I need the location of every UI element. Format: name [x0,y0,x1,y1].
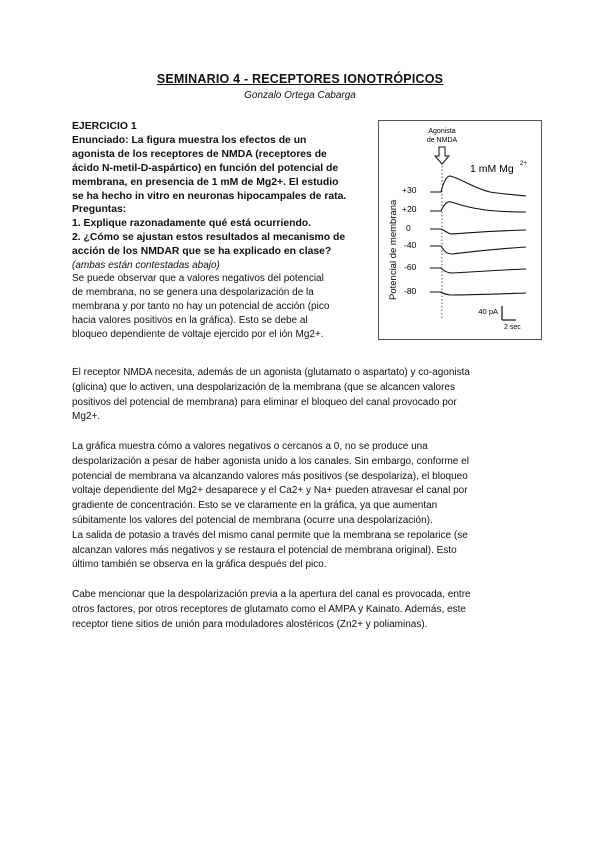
paragraph-line: otros factores, por otros receptores de glutamato como el AMPA y Kainato. Además, este [72,603,466,615]
paragraph-line: Mg2+. [72,411,101,423]
paragraph-line: (glicina) que lo activen, una despolarización de la membrana (que se alcancen valores [72,381,455,393]
paragraph-line: último también se observa en la gráfica después del pico. [72,559,327,571]
answer-line: bloqueo dependiente de voltaje ejercido por el ión Mg2+. [72,329,324,341]
y-axis-label: Potencial de membrana [388,199,399,300]
paragraph-line: potencial de membrana va alcanzando valores más positivos (se despolariza), el bloqueo [72,470,468,482]
answer-line: Se puede observar que a valores negativos del potencial [72,273,324,285]
paragraph-line: receptor tiene sitios de unión para moduladores alostéricos (Zn2+ y poliaminas). [72,618,428,630]
paragraph-1 [72,366,532,425]
paragraph-line: Cabe mencionar que la despolarización previa a la apertura del canal es provocada, entre [72,589,471,600]
agonist-label-line1: Agonista [428,128,456,135]
scale-time-label: 2 sec [504,324,521,331]
paragraph-line: voltaje dependiente del Mg2+ desaparece y el Ca2+ y Na+ pueden atravesar el canal por [72,485,468,497]
mg-label: 1 mM Mg [470,163,514,175]
voltage-label-minus60: -60 [404,262,417,272]
paragraph-line: súbitamente los valores del potencial de membrana (ocurre una despolarización). [72,514,433,526]
nmda-traces-figure [378,120,542,340]
mg-superscript: 2+ [520,161,527,167]
answer-line: membrana y por tanto no hay un potencial de acción (pico [72,301,330,313]
statement-line: ácido N-metil-D-aspártico) en función del potencial de [72,162,339,174]
statement-line: se ha hecho in vitro en neuronas hipocampales de rata. [72,190,347,202]
paragraph-line: despolarización a pesar de haber agonista unido a los canales. Sin embargo, conforme el [72,455,469,467]
voltage-label-plus20: +20 [402,204,417,214]
paragraph-line: La gráfica muestra cómo a valores negativos o cercanos a 0, no se produce una [72,441,428,452]
scale-current-label: 40 pA [478,307,498,316]
statement-line: membrana, en presencia de 1 mM de Mg2+. El estudio [72,176,339,188]
document-author: Gonzalo Ortega Cabarga [244,90,356,101]
nmda-figure [378,120,542,340]
answer-line: hacia valores positivos en la gráfica). Esto se debe al [72,315,308,327]
exercise-answer [72,272,372,342]
paragraph-line: El receptor NMDA necesita, además de un agonista (glutamato o aspartato) y co-agonista [72,367,470,378]
exercise-section [72,120,372,343]
paragraph-line: La salida de potasio a través del mismo canal permite que la membrana se repolarice (se [72,529,468,541]
document-title: SEMINARIO 4 - RECEPTORES IONOTRÓPICOS [156,72,444,86]
paragraph-line: gradiente de concentración. Esto se ve claramente en la gráfica, ya que aumentan [72,500,438,512]
statement-line: acción de los NMDAR que se ha explicado en clase? [72,246,332,258]
paragraph-line: alcanzan valores más negativos y se restaura el potencial de membrana original). Esto [72,544,457,556]
paragraph-line: positivos del potencial de membrana) para eliminar el bloqueo del canal provocado por [72,396,457,408]
exercise-note: (ambas están contestadas abajo) [72,260,220,272]
voltage-label-zero: 0 [406,223,411,233]
paragraph-3 [72,588,532,632]
voltage-label-minus40: -40 [404,240,417,250]
statement-line: 2. ¿Cómo se ajustan estos resultados al mecanismo de [72,232,346,244]
paragraph-2 [72,440,532,573]
answer-line: de membrana, no se genera una despolarización de la [72,287,314,299]
statement-line: Enunciado: La figura muestra los efectos de un [72,134,307,146]
agonist-label-line2: de NMDA [426,137,458,144]
voltage-label-minus80: -80 [404,286,417,296]
statement-line: agonista de los receptores de NMDA (receptores de [72,148,327,160]
statement-line: Preguntas: [72,204,127,216]
statement-line: 1. Explique razonadamente qué está ocurriendo. [72,218,312,230]
exercise-statement [72,134,372,259]
exercise-heading: EJERCICIO 1 [72,121,137,132]
voltage-label-plus30: +30 [402,185,417,195]
